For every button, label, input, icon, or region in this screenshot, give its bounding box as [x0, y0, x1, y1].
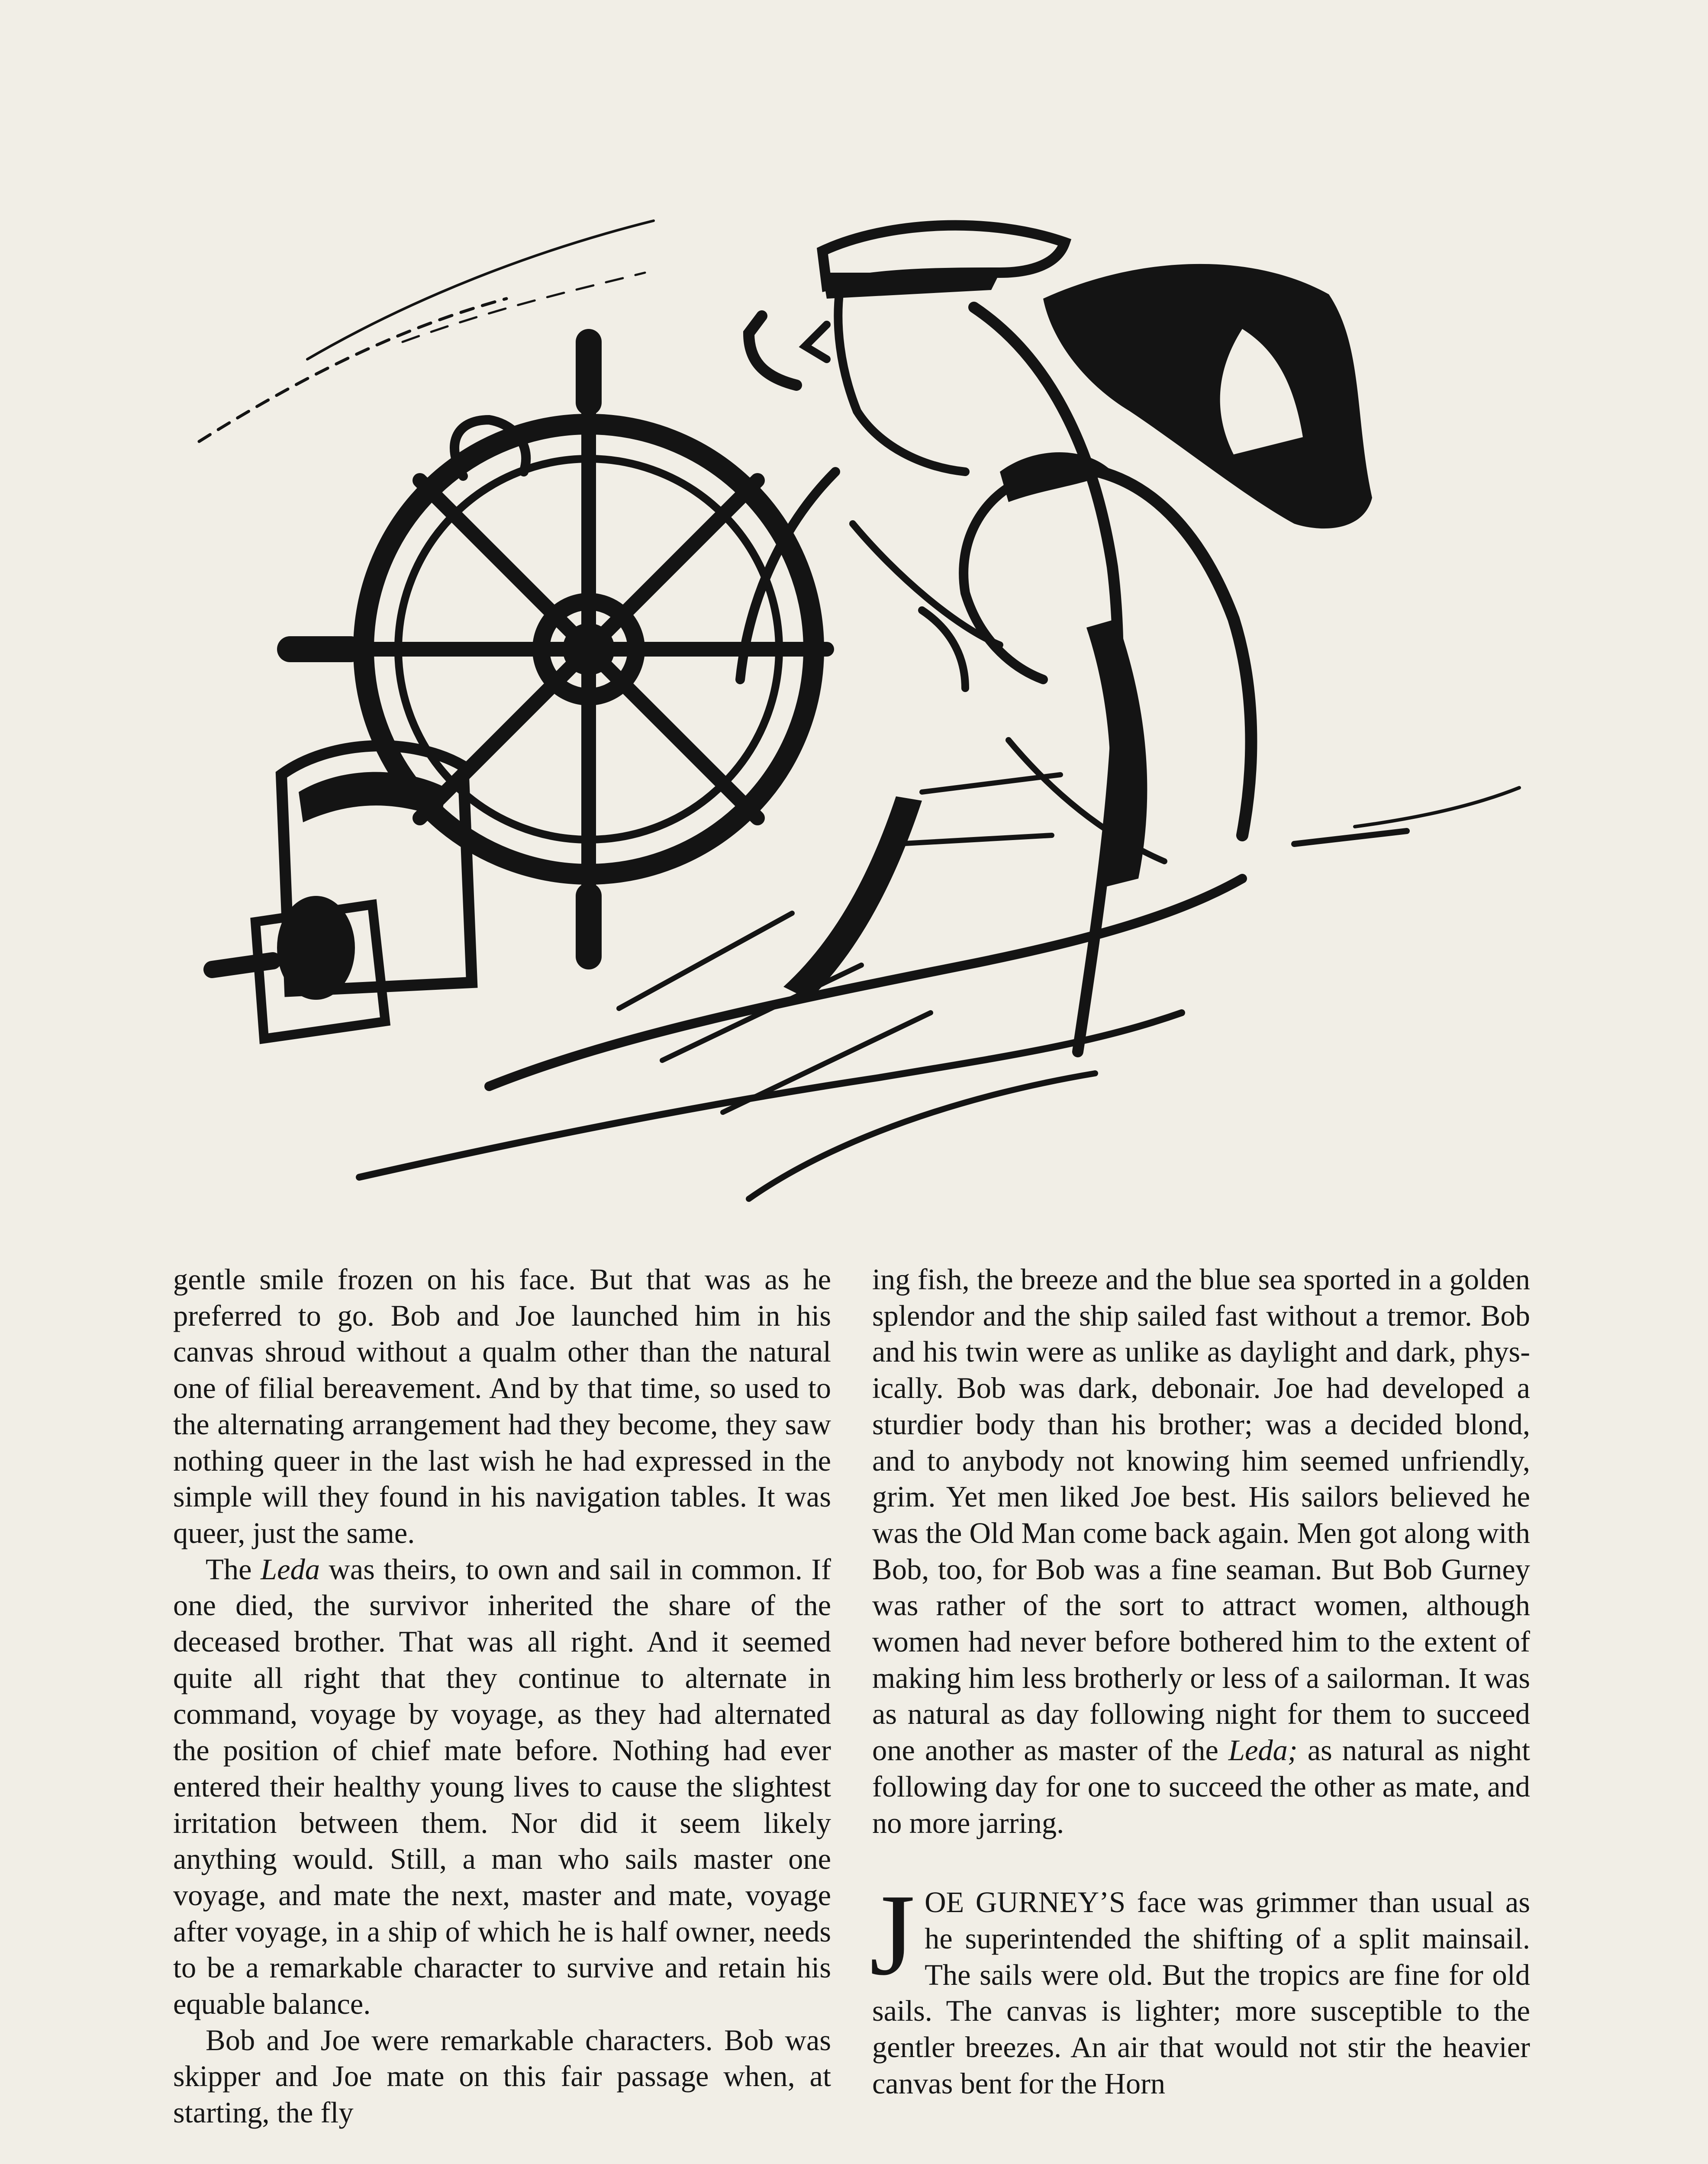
text-column-right [872, 1262, 1530, 2102]
paragraph-text: as natural as night following day for one to succeed the other as mate, and no more jarring. [872, 1734, 1530, 1839]
section-opening-paragraph [870, 1870, 1530, 2102]
paragraph-text: was theirs, to own and sail in common. If one died, the survivor inherited the share of the deceased brother. That was all right. And it seemed quite all right that they continue to alternate in command, voyage by voyage, as they had alternated the position of chief mate before. Nothing had ever entered their healthy young lives to cause the slightest irritation between them. Nor did it seem likely anything would. Still, a man who sails master one voyage, and mate the next, master and mate, voyage after voyage, in a ship of which he is half owner, needs to be a remarkable character to survive and retain his equable balance. [173, 1552, 831, 2021]
paragraph: Bob and Joe were remarkable characters. Bob was skipper and Joe mate on this fair passage when, at starting, the fly [173, 2023, 831, 2129]
text-column-left [173, 1262, 831, 2131]
ship-name-italic: Leda [260, 1552, 320, 1586]
paragraph-text: The [206, 1552, 261, 1586]
paragraph [173, 1552, 831, 2022]
ship-name-italic: Leda; [1228, 1734, 1298, 1767]
paragraph-text: OE GURNEY’S face was grimmer than usual as he superintended the shifting of a split mainsail. The sails were old. But the tropics are fine for old sails. The canvas is lighter; more susceptible to the gentler breezes. An air that would not stir the heavier canvas bent for the Horn [872, 1886, 1530, 2100]
sailing-ship-helm-illustration [186, 143, 1550, 1208]
paragraph-text: ing fish, the breeze and the blue sea sported in a golden splendor and the ship sailed fast without a tremor. Bob and his twin were as unlike as daylight and dark, physically. Bob was dark, debonair. Joe had developed a sturdier body than his brother; was a decided blond, and to anybody not knowing him seemed unfriendly, grim. Yet men liked Joe best. His sailors believed he was the Old Man come back again. Men got along with Bob, too, for Bob was a fine seaman. But Bob Gurney was rather of the sort to attract women, although women had never before bothered him to the extent of making him less brotherly or less of a sailorman. It was as natural as day following night for them to succeed one another as master of the [872, 1263, 1531, 1767]
paragraph: gentle smile frozen on his face. But that was as he preferred to go. Bob and Joe launched him in his canvas shroud without a qualm other than the natural one of filial bereavement. And by that time, so used to the alternating arrangement had they become, they saw nothing queer in the last wish he had expressed in the simple will they found in his navigation tables. It was queer, just the same. [173, 1263, 831, 1549]
paragraph [872, 1262, 1530, 1841]
drop-cap: J [870, 1870, 915, 2000]
